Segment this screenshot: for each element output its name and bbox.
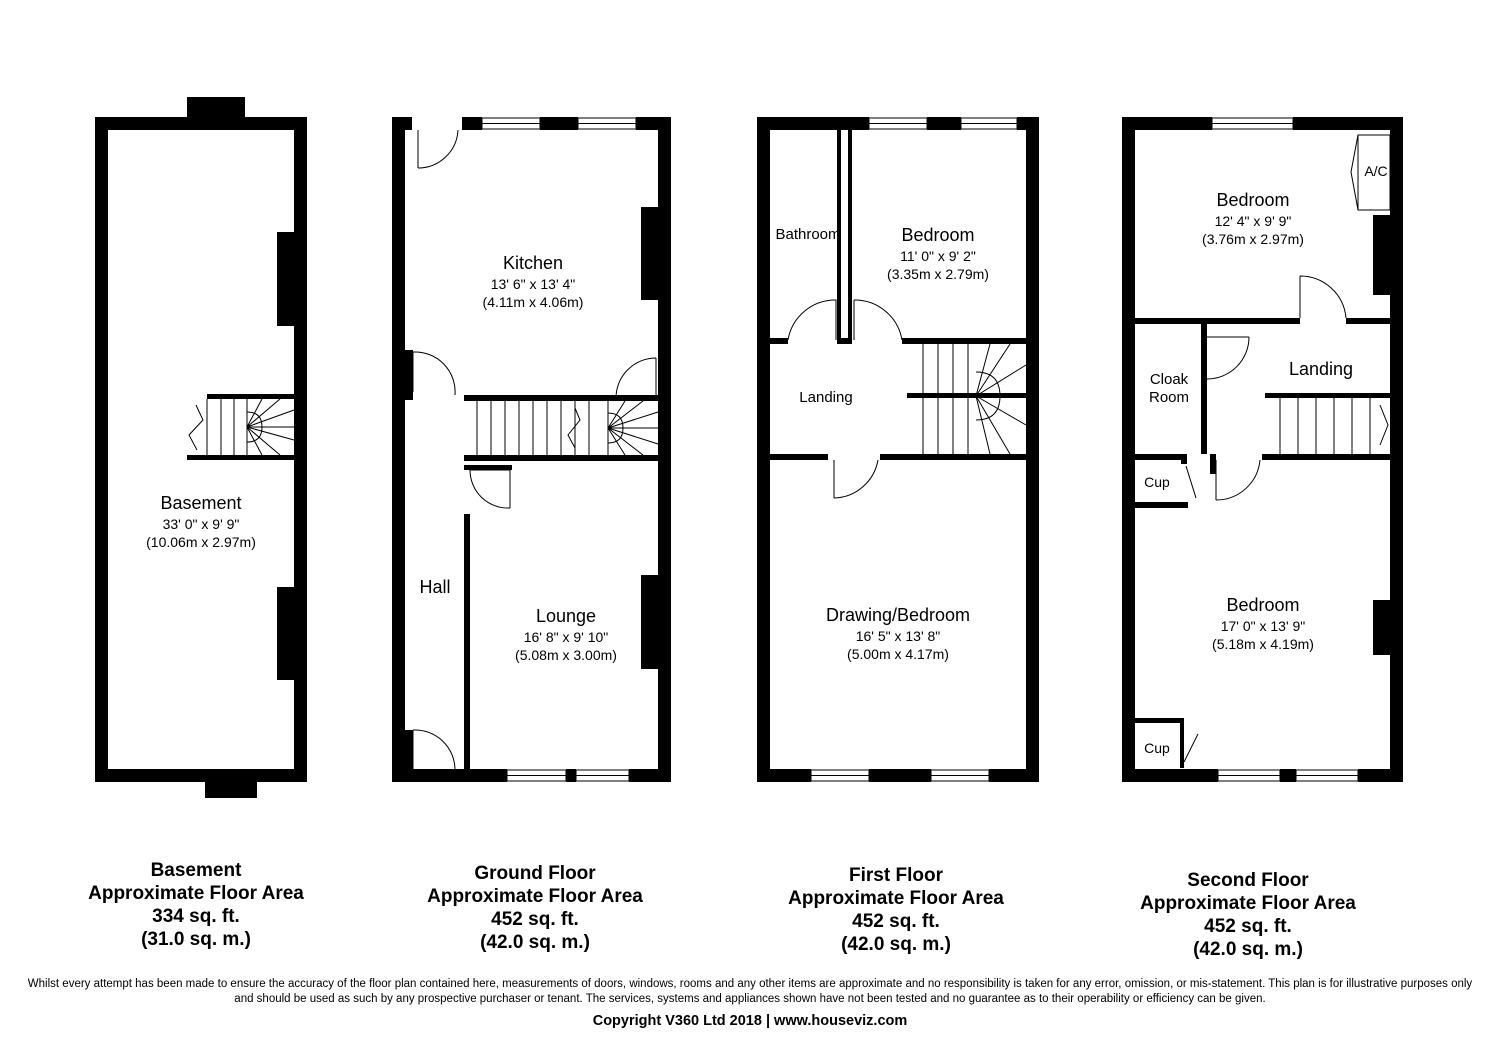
room-name: Bedroom <box>1216 190 1290 210</box>
wall <box>294 117 307 782</box>
floor-label: First Floor <box>849 865 943 886</box>
basement-stairs <box>189 399 294 455</box>
room-name: A/C <box>1364 163 1388 179</box>
floor-area-ground <box>385 862 685 954</box>
area-sqft: 334 sq. ft. <box>152 906 240 927</box>
room-dim-metric: (5.18m x 4.19m) <box>1212 636 1314 652</box>
room-name: Cloak <box>1149 371 1189 388</box>
chimney-breast <box>277 232 294 326</box>
room-name: Basement <box>160 493 242 513</box>
room-name: Drawing/Bedroom <box>825 605 971 625</box>
room-dim-metric: (3.76m x 2.97m) <box>1202 231 1304 247</box>
room-name: Landing <box>1288 359 1354 379</box>
wall <box>95 117 108 782</box>
area-label: Approximate Floor Area <box>1140 893 1356 914</box>
wall <box>95 117 307 130</box>
second-floor-doors-stairs <box>1184 135 1390 762</box>
room-name: Lounge <box>535 606 597 626</box>
room-name: Bedroom <box>901 225 975 245</box>
area-sqm: (42.0 sq. m.) <box>1193 939 1303 960</box>
disclaimer: Whilst every attempt has been made to ensure the accuracy of the floor plan contained here, measurements of doors, windows, rooms and any other items are approximate and no responsibility is taken for any error, omission, or mis-statement. This plan is for illustrative purposes only and should be used as such by any prospective purchaser or tenant. The services, systems and appliances shown have not been tested and no guarantee as to their operability or efficiency can be given. <box>27 978 1473 1005</box>
floor-label: Basement <box>150 860 242 881</box>
ground-floor-plan <box>392 117 671 782</box>
room-name: Bedroom <box>1226 595 1300 615</box>
room-dim-metric: (10.06m x 2.97m) <box>146 534 256 550</box>
room-dim-imperial: 12' 4" x 9' 9" <box>1214 213 1292 229</box>
room-name: Room <box>1148 389 1190 406</box>
wall <box>95 769 307 782</box>
room-name: Cup <box>1144 740 1170 756</box>
room-dim-metric: (4.11m x 4.06m) <box>482 294 584 310</box>
floor-label: Ground Floor <box>474 863 596 884</box>
area-label: Approximate Floor Area <box>427 886 643 907</box>
area-sqft: 452 sq. ft. <box>491 909 579 930</box>
copyright: Copyright V360 Ltd 2018 | www.houseviz.com <box>592 1013 908 1029</box>
chimney <box>187 97 245 117</box>
floor-label: Second Floor <box>1187 870 1309 891</box>
room-dim-imperial: 11' 0" x 9' 2" <box>900 248 976 264</box>
first-floor-windows <box>811 118 1017 781</box>
room-name: Landing <box>799 389 853 406</box>
room-name: Bathroom <box>775 226 841 243</box>
basement-plan <box>95 97 307 798</box>
room-name: Cup <box>1144 474 1170 490</box>
wall <box>392 769 462 782</box>
room-dim-metric: (5.00m x 4.17m) <box>847 646 949 662</box>
room-dim-metric: (5.08m x 3.00m) <box>515 647 617 663</box>
chimney-breast <box>277 587 294 680</box>
room-dim-imperial: 13' 6" x 13' 4" <box>490 276 576 292</box>
chimney <box>205 782 257 798</box>
room-dim-metric: (3.35m x 2.79m) <box>887 266 989 282</box>
ground-floor-doors-stairs <box>413 130 658 770</box>
room-dim-imperial: 17' 0" x 13' 9" <box>1220 618 1306 634</box>
room-name: Kitchen <box>502 253 564 273</box>
floor-area-second <box>1098 869 1398 961</box>
room-dim-imperial: 33' 0" x 9' 9" <box>162 516 240 532</box>
floor-area-basement <box>46 859 346 951</box>
area-label: Approximate Floor Area <box>88 883 304 904</box>
first-floor-plan <box>757 117 1039 782</box>
chimney-breast <box>641 575 658 669</box>
area-sqft: 452 sq. ft. <box>1204 916 1292 937</box>
area-sqm: (42.0 sq. m.) <box>841 934 951 955</box>
floor-area-first <box>746 864 1046 956</box>
wall <box>187 455 294 460</box>
area-label: Approximate Floor Area <box>788 888 1004 909</box>
room-name: Hall <box>419 577 451 597</box>
room-dim-imperial: 16' 8" x 9' 10" <box>523 629 609 645</box>
chimney-breast <box>641 207 658 300</box>
area-sqft: 452 sq. ft. <box>852 911 940 932</box>
room-dim-imperial: 16' 5" x 13' 8" <box>855 628 941 644</box>
area-sqm: (42.0 sq. m.) <box>480 932 590 953</box>
wall <box>207 394 294 399</box>
area-sqm: (31.0 sq. m.) <box>141 929 251 950</box>
